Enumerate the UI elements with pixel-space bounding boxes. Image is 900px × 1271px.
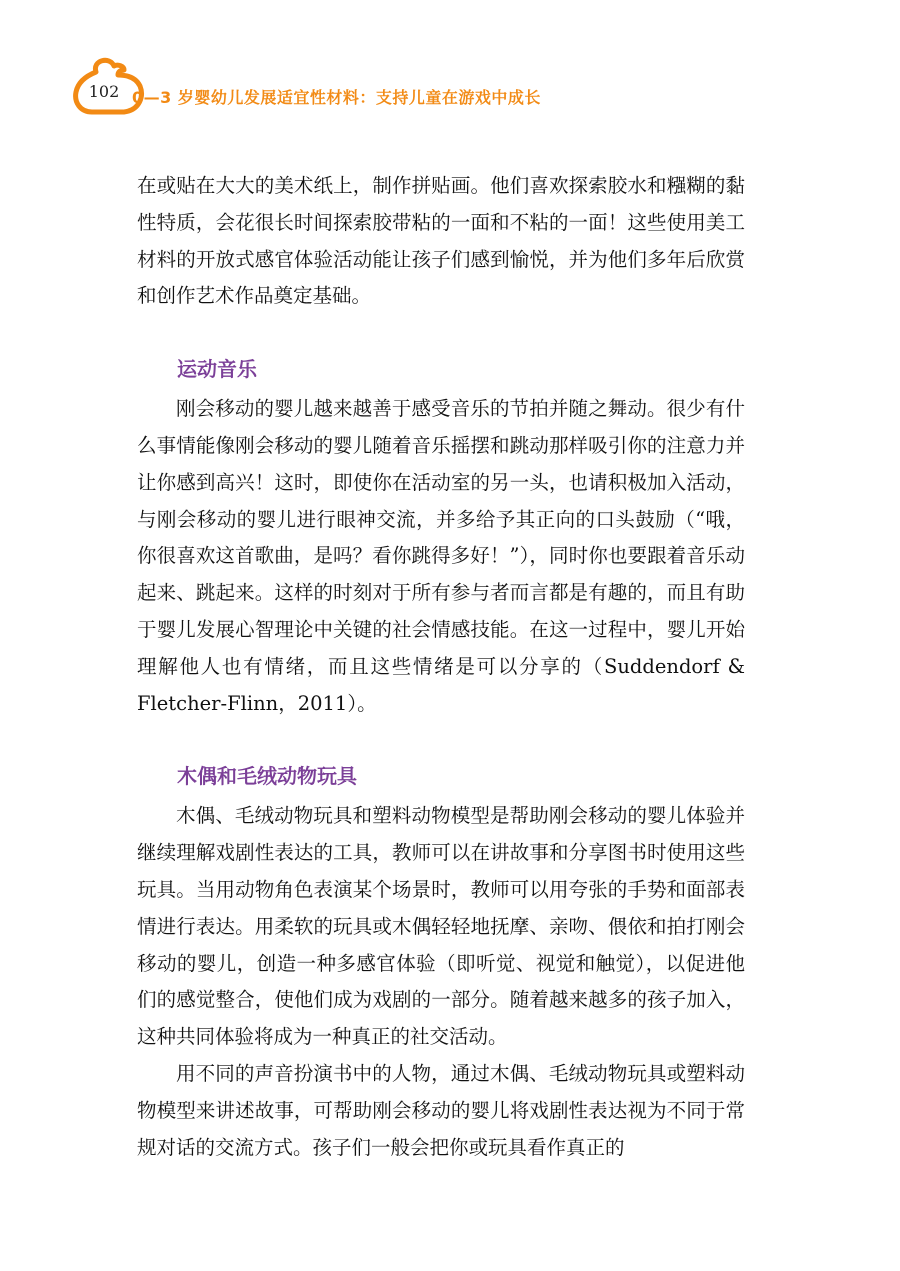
page-header [70, 56, 830, 116]
paragraph-music: 刚会移动的婴儿越来越善于感受音乐的节拍并随之舞动。很少有什么事情能像刚会移动的婴儿随着音乐摇摆和跳动那样吸引你的注意力并让你感到高兴！这时，即使你在活动室的另一头，也请积极加入活动，与刚会移动的婴儿进行眼神交流，并多给予其正向的口头鼓励（“哦，你很喜欢这首歌曲，是吗？看你跳得多好！”），同时你也要跟着音乐动起来、跳起来。这样的时刻对于所有参与者而言都是有趣的，而且有助于婴儿发展心智理论中关键的社会情感技能。在这一过程中，婴儿开始理解他人也有情绪，而且这些情绪是可以分享的（Suddendorf & Fletcher-Flinn，2011）。 [137, 397, 745, 715]
running-title: 0—3 岁婴幼儿发展适宜性材料：支持儿童在游戏中成长 [132, 88, 541, 107]
page-number: 102 [88, 82, 120, 101]
heading-puppets: 木偶和毛绒动物玩具 [177, 764, 357, 789]
heading-music: 运动音乐 [177, 357, 257, 382]
page-body [137, 168, 745, 1166]
paragraph-collage: 在或贴在大大的美术纸上，制作拼贴画。他们喜欢探索胶水和糨糊的黏性特质，会花很长时间探索胶带粘的一面和不粘的一面！这些使用美工材料的开放式感官体验活动能让孩子们感到愉悦，并为他们多年后欣赏和创作艺术作品奠定基础。 [137, 174, 745, 308]
paragraph-puppets: 木偶、毛绒动物玩具和塑料动物模型是帮助刚会移动的婴儿体验并继续理解戏剧性表达的工具，教师可以在讲故事和分享图书时使用这些玩具。当用动物角色表演某个场景时，教师可以用夸张的手势和面部表情进行表达。用柔软的玩具或木偶轻轻地抚摩、亲吻、偎依和拍打刚会移动的婴儿，创造一种多感官体验（即听觉、视觉和触觉），以促进他们的感觉整合，使他们成为戏剧的一部分。随着越来越多的孩子加入，这种共同体验将成为一种真正的社交活动。 [137, 804, 745, 1049]
paragraph-storytelling: 用不同的声音扮演书中的人物，通过木偶、毛绒动物玩具或塑料动物模型来讲述故事，可帮助刚会移动的婴儿将戏剧性表达视为不同于常规对话的交流方式。孩子们一般会把你或玩具看作真正的 [137, 1061, 745, 1159]
